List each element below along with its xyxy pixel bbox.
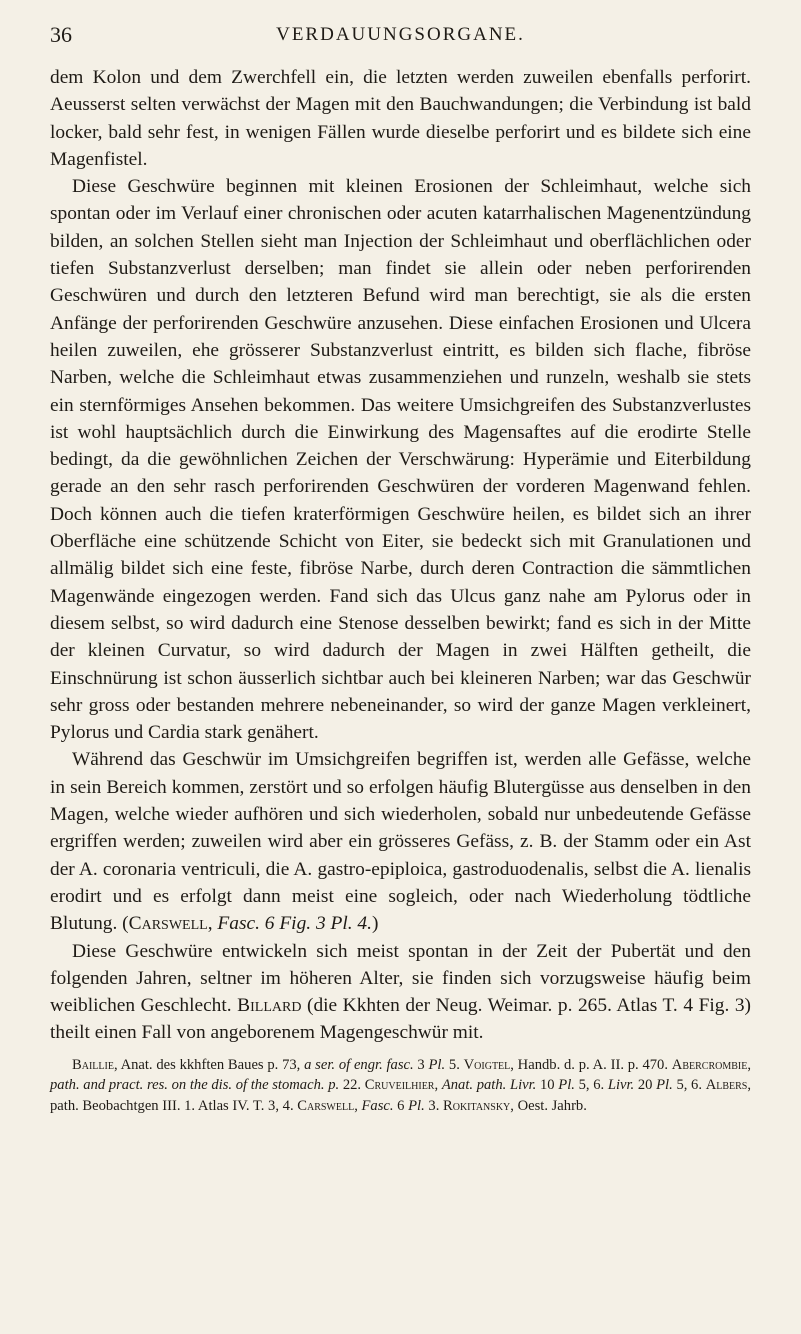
footnote-text: , path. Beobachtgen III. 1. Atlas IV. T. 3, 4. <box>50 1077 752 1114</box>
footnote-text: , Handb. d. p. A. II. p. 470. <box>510 1056 672 1073</box>
footnote-author: Cruveilhier <box>364 1077 435 1094</box>
footnote-text: 20 <box>634 1077 657 1094</box>
footnote-title: Anat. path. Livr. <box>441 1077 537 1094</box>
footnote-text: 5, 6. <box>574 1077 608 1094</box>
footnote-text: 3 <box>413 1056 429 1073</box>
footnote-text: , <box>434 1077 442 1094</box>
footnote-title: Pl. <box>408 1097 425 1114</box>
paragraph-3-close: ) <box>371 913 379 935</box>
paragraph-2 <box>50 173 751 746</box>
footnote-author: Baillie <box>72 1056 114 1073</box>
footnote-text: , <box>354 1097 362 1114</box>
footnote-text: 5. <box>445 1056 464 1073</box>
footnote-title: Fasc. <box>361 1097 394 1114</box>
footnote-title: Pl. <box>428 1056 446 1073</box>
footnote-text: 5, 6. <box>672 1077 706 1094</box>
paragraph-4-rest: (die Kkhten der Neug. Weimar. p. 265. Atlas T. 4 Fig. 3) theilt einen Fall von angeborenem Magengeschwür mit. <box>50 995 751 1044</box>
footnote-text: , <box>747 1056 751 1073</box>
footnote-title: Pl. <box>656 1077 673 1094</box>
body-text <box>50 64 751 1047</box>
footnote-title: Livr. <box>607 1077 635 1094</box>
footnote-text: , Oest. Jahrb. <box>510 1097 587 1114</box>
footnote-author: Voigtel <box>463 1056 511 1073</box>
paragraph-4 <box>50 938 751 1047</box>
citation-figure: Fasc. 6 Fig. 3 Pl. 4. <box>217 913 372 935</box>
footnote-title: Pl. <box>558 1077 575 1094</box>
footnote-author: Abercrombie <box>671 1056 748 1073</box>
running-head <box>50 18 751 52</box>
page-number: 36 <box>50 22 72 47</box>
footnote-text: 22. <box>339 1077 365 1094</box>
paragraph-2-text: Diese Geschwüre beginnen mit kleinen Erosionen der Schleimhaut, welche sich spontan oder im Verlauf einer chronischen oder acuten katarrhalischen Magenentzündung bilden, an solchen Stellen sieht man Injection der Schleimhaut und oberflächlichen oder tiefen Substanzverlust derselben; man findet sie allein oder neben perforirenden Geschwüren und durch den letzteren Befund wird man berechtigt, sie als die ersten Anfänge der perforirenden Geschwüre anzusehen. Diese einfachen Erosionen und Ulcera heilen zuweilen, ehe grösserer Substanzverlust eintritt, es bilden sich flache, fibröse Narben, welche die Schleimhaut etwas zusammenziehen und runzeln, weshalb sie stets ein sternförmiges Ansehen bekommen. Das weitere Umsichgreifen des Substanzverlustes ist wohl hauptsächlich durch die Einwirkung des Magensaftes auf die erodirte Stelle bedingt, da die gewöhnlichen Zeichen der Verschwärung: Hyperämie und Eiterbildung gerade an den sehr rasch perforirenden Geschwüren der vorderen Magenwand fehlen. Doch können auch die tiefen kraterförmigen Geschwüre heilen, es bildet sich an ihrer Oberfläche eine schützende Schicht von Eiter, sie bedeckt sich mit Granulationen und allmälig bildet sich eine feste, fibröse Narbe, durch deren Contraction die sämmtlichen Magenwände eingezogen werden. Fand sich das Ulcus ganz nahe am Pylorus oder in diesem selbst, so wird dadurch eine Stenose desselben bewirkt; fand es sich in der Mitte der kleinen Curvatur, so wird dadurch der Magen in zwei Hälften getheilt, die Einschnürung ist schon äusserlich sichtbar auch bei kleineren Narben; war das Geschwür sehr gross oder bestanden mehrere nebeneinander, so wird der ganze Magen verkleinert, Pylorus und Cardia stark genähert. <box>50 176 751 744</box>
footnote-text: 6 <box>393 1097 409 1114</box>
footnote-references <box>50 1055 751 1117</box>
footnote-author: Rokitansky <box>443 1097 511 1114</box>
footnote-text: 10 <box>536 1077 559 1094</box>
paragraph-4-text: Diese Geschwüre entwickeln sich meist spontan in der Zeit der Pubertät und den folgenden Jahren, seltner im höheren Alter, sie finden sich vorzugsweise häufig beim weiblichen Geschlecht. <box>50 940 751 1017</box>
footnote-author: Carswell <box>297 1097 355 1114</box>
paragraph-3-text: Während das Geschwür im Umsichgreifen begriffen ist, werden alle Gefässe, welche in sein Bereich kommen, zerstört und so erfolgen häufig Blutergüsse aus denselben in den Magen, welche wieder aufhören und sich wiederholen, sobald nur unbedeutende Gefässe ergriffen werden; zuweilen wird aber ein grösseres Gefäss, z. B. der Stamm oder ein Ast der A. coronaria ventriculi, die A. gastro-epiploica, gastroduodenalis, selbst die A. lienalis erodirt und es erfolgt dann meist eine sogleich, oder nach Wiederholung tödtliche Blutung. ( <box>50 749 751 935</box>
footnote-author: Albers <box>705 1077 748 1094</box>
paragraph-1 <box>50 64 751 173</box>
paragraph-1-text: dem Kolon und dem Zwerchfell ein, die letzten werden zuweilen ebenfalls perforirt. Aeusserst selten verwächst der Magen mit den Bauchwandungen; die Verbindung ist bald locker, bald sehr fest, in wenigen Fällen wurde dieselbe perforirt und es bildete sich eine Magenfistel. <box>50 67 751 170</box>
paragraph-3 <box>50 746 751 937</box>
citation-author: Carswell, <box>128 913 213 935</box>
footnote-title: path. and pract. res. on the dis. of the stomach. p. <box>50 1077 340 1094</box>
footnote-title: a ser. of engr. fasc. <box>304 1056 414 1073</box>
footnote-text: 3. <box>424 1097 443 1114</box>
citation-author: Billard <box>237 995 302 1017</box>
footnote-text: , Anat. des kkhften Baues p. 73, <box>113 1056 305 1073</box>
running-title: VERDAUUNGSORGANE. <box>276 24 525 45</box>
